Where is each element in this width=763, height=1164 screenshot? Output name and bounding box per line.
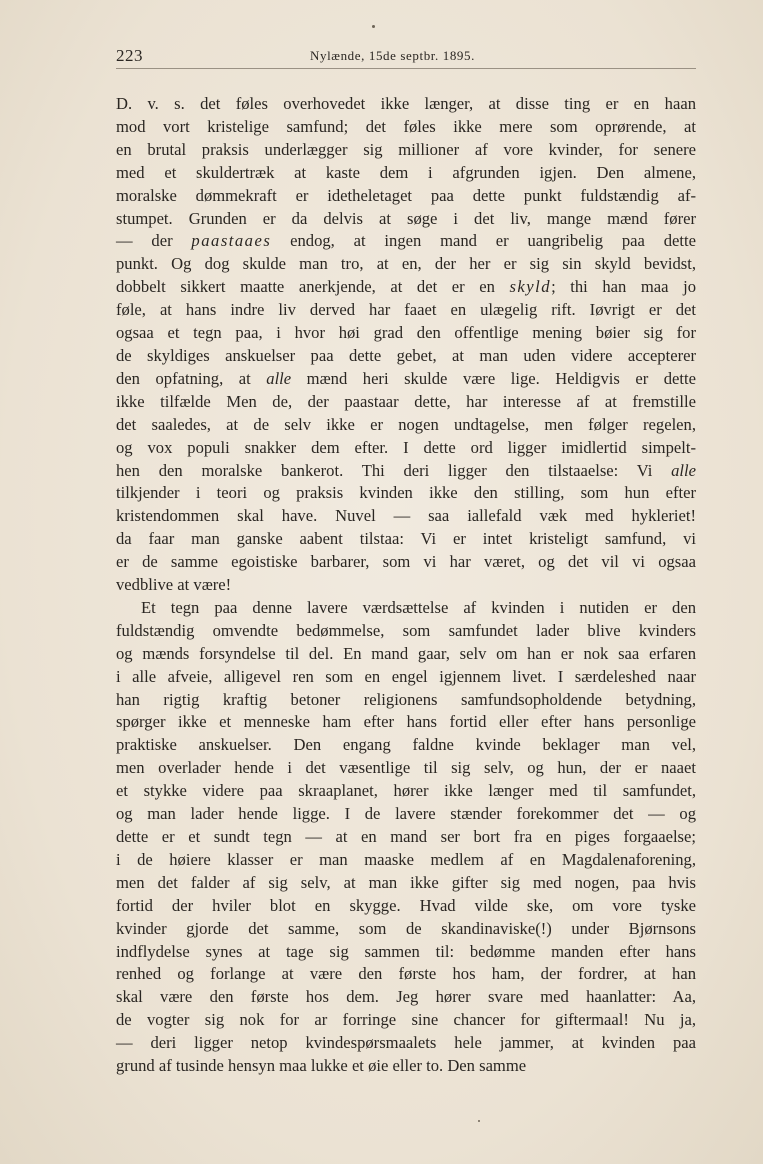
text-line bbox=[116, 460, 696, 483]
text-run: i alle afveie, alligevel ren som en engel igjennem livet. I særdeleshed naar bbox=[116, 666, 696, 686]
text-run: er de samme egoistiske barbarer, som vi har været, og det vil vi ogsaa bbox=[116, 552, 696, 572]
text-line bbox=[116, 620, 696, 643]
paper-speck bbox=[372, 25, 375, 28]
text-run: det saaledes, at de selv ikke er nogen undtagelse, men følger regelen, bbox=[116, 414, 696, 434]
text-run: renhed og forlange at være den første hos ham, der fordrer, at han bbox=[116, 964, 696, 984]
text-line bbox=[116, 803, 696, 826]
text-run: vedblive at være! bbox=[116, 575, 232, 595]
running-head: Nylænde, 15de septbr. 1895. bbox=[310, 48, 475, 63]
text-line bbox=[116, 597, 696, 620]
text-run: ikke tilfælde Men de, der paastaar dette, har interesse af at fremstille bbox=[116, 391, 696, 411]
text-line bbox=[116, 895, 696, 918]
text-run: D. v. s. det føles overhovedet ikke længer, at disse ting er en haan bbox=[116, 94, 696, 113]
text-line bbox=[116, 963, 696, 986]
text-line bbox=[116, 872, 696, 895]
text-run: et stykke videre paa skraaplanet, hører ikke længer med til samfundet, bbox=[116, 781, 696, 801]
text-line bbox=[116, 162, 696, 185]
text-run: Et tegn paa denne lavere værdsættelse af kvinden i nutiden er den bbox=[141, 597, 696, 617]
text-run: mod vort kristelige samfund; det føles ikke mere som oprørende, at bbox=[116, 116, 696, 136]
text-run: men overlader hende i det væsentlige til sig selv, og hun, der er naaet bbox=[116, 758, 696, 778]
text-line bbox=[116, 116, 696, 139]
text-line bbox=[116, 780, 696, 803]
text-run: han rigtig kraftig betoner religionens samfundsopholdende betydning, bbox=[116, 689, 696, 709]
text-run: og vox populi snakker dem efter. I dette ord ligger imidlertid simpelt- bbox=[116, 437, 696, 457]
text-run: spørger ikke et menneske ham efter hans fortid eller efter hans personlige bbox=[116, 712, 696, 732]
text-run: den opfatning, at bbox=[116, 368, 267, 388]
text-run: kvinder gjorde det samme, som de skandinaviske(!) under Bjørnsons bbox=[116, 918, 696, 938]
emphasized-word: alle bbox=[671, 460, 696, 480]
text-line bbox=[116, 505, 696, 528]
text-line bbox=[116, 368, 696, 391]
text-line bbox=[116, 437, 696, 460]
text-line bbox=[116, 849, 696, 872]
text-line bbox=[116, 986, 696, 1009]
text-run: med et skuldertræk at kaste dem i afgrunden igjen. Den almene, bbox=[116, 162, 696, 182]
text-run: tilkjender i teori og praksis kvinden ikke den stilling, som hun efter bbox=[116, 483, 696, 503]
text-line bbox=[116, 391, 696, 414]
text-line bbox=[116, 253, 696, 276]
page-header bbox=[116, 46, 696, 69]
text-line bbox=[116, 666, 696, 689]
text-line bbox=[116, 1055, 696, 1078]
text-line bbox=[116, 185, 696, 208]
text-line bbox=[116, 551, 696, 574]
text-run: ; thi han maa jo bbox=[551, 277, 696, 297]
text-line bbox=[116, 1009, 696, 1032]
text-run: stumpet. Grunden er da delvis at søge i det liv, mange mænd fører bbox=[116, 208, 696, 228]
text-line bbox=[116, 276, 696, 299]
text-line bbox=[116, 208, 696, 231]
text-run: en brutal praksis underlægger sig millioner af vore kvinder, for senere bbox=[116, 139, 696, 159]
text-run: da faar man ganske aabent tilstaa: Vi er intet kristeligt samfund, vi bbox=[116, 529, 696, 549]
text-run: de vogter sig nok for ar forringe sine chancer for giftermaal! Nu ja, bbox=[116, 1010, 696, 1030]
text-run: dette er et sundt tegn — at en mand ser bort fra en piges forgaaelse; bbox=[116, 827, 696, 846]
text-run: og man lader hende ligge. I de lavere stænder forekommer det — og bbox=[116, 804, 696, 824]
text-run: ogsaa et tegn paa, i hvor høi grad den offentlige mening bøier sig for bbox=[116, 323, 696, 343]
text-run: indflydelse synes at tage sig sammen til: bedømme manden efter hans bbox=[116, 941, 696, 961]
emphasized-word: alle bbox=[266, 368, 292, 388]
text-run: endog, at ingen mand er uangribelig paa dette bbox=[271, 231, 696, 251]
text-run: og mænds forsyndelse til del. En mand gaar, selv om han er nok saa erfaren bbox=[116, 643, 696, 663]
text-line bbox=[116, 689, 696, 712]
emphasized-word: skyld bbox=[509, 277, 552, 297]
text-run: moralske dømmekraft er idetheletaget paa dette punkt fuldstændig af- bbox=[116, 185, 696, 205]
text-line bbox=[116, 230, 696, 253]
text-run: fuldstændig omvendte bedømmelse, som samfundet lader blive kvinders bbox=[116, 620, 696, 640]
text-line bbox=[116, 826, 696, 849]
text-line bbox=[116, 482, 696, 505]
text-line bbox=[116, 93, 696, 116]
text-line bbox=[116, 345, 696, 368]
text-line bbox=[116, 941, 696, 964]
text-run: men det falder af sig selv, at man ikke gifter sig med nogen, paa hvis bbox=[116, 872, 696, 892]
paper-speck bbox=[478, 1120, 480, 1122]
text-line bbox=[116, 574, 696, 597]
body-text bbox=[116, 93, 696, 1078]
text-line bbox=[116, 643, 696, 666]
emphasized-word: paastaaes bbox=[191, 231, 272, 251]
text-run: fortid der hviler blot en skygge. Hvad vilde ske, om vore tyske bbox=[116, 895, 696, 915]
text-line bbox=[116, 711, 696, 734]
text-run: — deri ligger netop kvindespørsmaalets hele jammer, at kvinden paa bbox=[116, 1033, 696, 1053]
text-line bbox=[116, 1032, 696, 1055]
text-run: føle, at hans indre liv derved har faaet en ulægelig rift. Iøvrigt er det bbox=[116, 300, 696, 320]
text-run: skal være den første hos dem. Jeg hører svare med haanlatter: Aa, bbox=[116, 987, 696, 1007]
text-run: grund af tusinde hensyn maa lukke et øie eller to. Den samme bbox=[116, 1056, 527, 1076]
text-run: de skyldiges anskuelser paa dette gebet, at man uden videre accepterer bbox=[116, 345, 696, 365]
text-run: — der bbox=[116, 231, 192, 251]
text-run: kristendommen skal have. Nuvel — saa iallefald væk med hykleriet! bbox=[116, 506, 696, 526]
text-run: hen den moralske bankerot. Thi deri ligger den tilstaaelse: Vi bbox=[116, 460, 672, 480]
text-line bbox=[116, 414, 696, 437]
text-line bbox=[116, 139, 696, 162]
text-run: punkt. Og dog skulde man tro, at en, der her er sig sin skyld bevidst, bbox=[116, 254, 696, 274]
text-line bbox=[116, 734, 696, 757]
text-line bbox=[116, 757, 696, 780]
text-run: mænd heri skulde være lige. Heldigvis er dette bbox=[291, 368, 696, 388]
text-line bbox=[116, 918, 696, 941]
text-line bbox=[116, 322, 696, 345]
page-number: 223 bbox=[116, 46, 143, 65]
text-line bbox=[116, 299, 696, 322]
text-run: dobbelt sikkert maatte anerkjende, at det er en bbox=[116, 277, 510, 297]
text-run: praktiske anskuelser. Den engang faldne kvinde beklager man vel, bbox=[116, 735, 696, 755]
text-line bbox=[116, 528, 696, 551]
text-run: i de høiere klasser er man maaske medlem af en Magdalenaforening, bbox=[116, 849, 696, 869]
